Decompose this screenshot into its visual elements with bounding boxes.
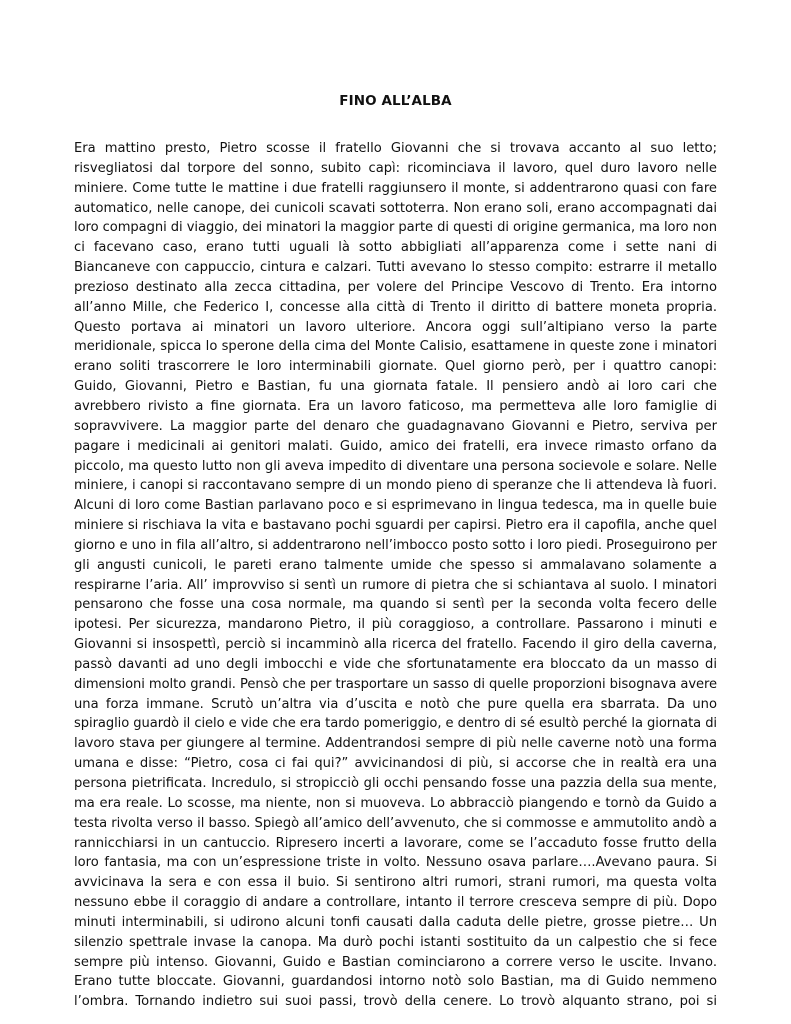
body-line: miniere, i canopi si raccontavano sempre di un mondo pieno di speranze che li attendeva là fuori. [74,478,717,494]
body-line: avrebbero rivisto a fine giornata. Era un lavoro faticoso, ma permetteva alle loro famiglie di [74,398,717,414]
body-line: silenzio spettrale invase la canopa. Ma durò pochi istanti sostituito da un calpestio che si fece [74,934,718,950]
body-line: rannicchiarsi in un cantuccio. Ripresero incerti a lavorare, come se l’accaduto fosse frutto della [74,835,717,851]
body-line: pensarono che fosse una cosa normale, ma quando si sentì per la seconda volta fecero delle [74,597,717,613]
body-line: Giovanni si insospettì, perciò si incamminò alla ricerca del fratello. Facendo il giro della caverna, [74,637,717,653]
body-line: nessuno ebbe il coraggio di andare a controllare, intanto il terrore cresceva sempre di più. Dopo [74,895,717,911]
document-body [74,139,717,1012]
body-line: umana e disse: “Pietro, cosa ci fai qui?” avvicinandosi di più, si accorse che in realtà era una [74,756,717,772]
body-line: sopravvivere. La maggior parte del denaro che guadagnavano Giovanni e Pietro, serviva per [74,418,717,434]
body-line: piccolo, ma questo lutto non gli aveva impedito di diventare una persona socievole e solare. Nelle [74,458,717,474]
body-line: minuti interminabili, si udirono alcuni tonfi causati dalla caduta delle pietre, grosse pietre… Un [74,914,717,930]
body-line: Alcuni di loro come Bastian parlavano poco e si esprimevano in lingua tedesca, ma in quelle buie [74,498,717,514]
body-line: erano soliti trascorrere le loro interminabili giornate. Quel giorno però, per i quattro canopi: [74,359,717,375]
body-line: loro fantasia, ma con un’espressione triste in volto. Nessuno osava parlare….Avevano paura. Si [74,855,718,871]
body-line: all’anno Mille, che Federico I, concesse alla città di Trento il diritto di battere moneta propria. [74,299,718,315]
body-line: Guido, Giovanni, Pietro e Bastian, fu una giornata fatale. Il pensiero andò ai loro cari che [74,379,717,395]
body-line: risvegliatosi dal torpore del sonno, subito capì: ricominciava il lavoro, quel duro lavoro nelle [74,160,717,176]
body-line: l’ombra. Tornando indietro sui suoi passi, trovò della cenere. Lo trovò alquanto strano, poi si [74,994,717,1010]
body-line: avvicinava la sera e con essa il buio. Si sentirono altri rumori, strani rumori, ma questa volta [74,875,717,891]
body-line: Erano tutte bloccate. Giovanni, guardandosi intorno notò solo Bastian, ma di Guido nemmeno [74,974,717,990]
body-line: loro compagni di viaggio, dei minatori la maggior parte di questi di origine germanica, ma loro non [74,220,717,236]
body-line: automatico, nelle canope, dei cunicoli scavati sottoterra. Non erano soli, erano accompagnati dai [74,200,717,216]
body-line: ipotesi. Per sicurezza, mandarono Pietro, il più coraggioso, a controllare. Passarono i minuti e [74,617,718,633]
body-line: ci facevano caso, erano tutti uguali là sotto abbigliati all’apparenza come i sette nani di [74,240,717,256]
body-line: miniere. Come tutte le mattine i due fratelli raggiunsero il monte, si addentrarono quasi con fare [74,180,717,196]
body-line: testa rivolta verso il basso. Spiegò all’amico dell’avvenuto, che si commosse e ammutolito andò a [74,815,718,831]
body-line: respirarne l’aria. All’ improvviso si sentì un rumore di pietra che si schiantava al suolo. I minatori [74,577,718,593]
body-line: Biancaneve con cappuccio, cintura e calzari. Tutti avevano lo stesso compito: estrarre il metallo [74,260,717,276]
body-line: passò davanti ad uno degli imbocchi e vide che sfortunatamente era bloccato da un masso di [74,656,717,672]
body-line: Questo portava ai minatori un lavoro ulteriore. Ancora oggi sull’altipiano verso la parte [74,319,717,335]
body-line: sempre più intenso. Giovanni, Guido e Bastian cominciarono a correre verso le uscite. Invano. [74,954,717,970]
body-line: meridionale, spicca lo sperone della cima del Monte Calisio, esattamene in queste zone i minatori [74,339,717,355]
body-line: gli angusti cunicoli, le pareti erano talmente umide che spesso si ammalavano solamente a [74,557,718,573]
body-line: dimensioni molto grandi. Pensò che per trasportare un sasso di quelle proporzioni bisognava avere [74,676,718,692]
body-line: miniere si rischiava la vita e bastavano pochi sguardi per capirsi. Pietro era il capofila, anche quel [74,518,717,534]
body-line: Era mattino presto, Pietro scosse il fratello Giovanni che si trovava accanto al suo letto; [74,141,717,156]
body-line: giorno e uno in fila all’altro, si addentrarono nell’imbocco posto sotto i loro piedi. Proseguirono per [74,537,718,553]
document-title: FINO ALL’ALBA [339,93,452,109]
body-line: persona pietrificata. Incredulo, si stropicciò gli occhi pensando fosse una pazzia della sua mente, [74,776,717,791]
body-line: ma era reale. Lo scosse, ma niente, non si muoveva. Lo abbracciò piangendo e tornò da Guido a [74,795,717,811]
body-line: pagare i medicinali ai genitori malati. Guido, amico dei fratelli, era invece rimasto orfano da [74,438,717,454]
body-line: spiraglio guardò il cielo e vide che era tardo pomeriggio, e dentro di sé esultò perché la giornata di [74,716,718,732]
body-line: una forza immane. Scrutò un’altra via d’uscita e notò che pure quella era sbarrata. Da uno [74,696,717,712]
body-line: lavoro stava per giungere al termine. Addentrandosi sempre di più nelle caverne notò una forma [74,736,717,752]
body-line: prezioso destinato alla zecca cittadina, per volere del Principe Vescovo di Trento. Era intorno [74,279,717,295]
